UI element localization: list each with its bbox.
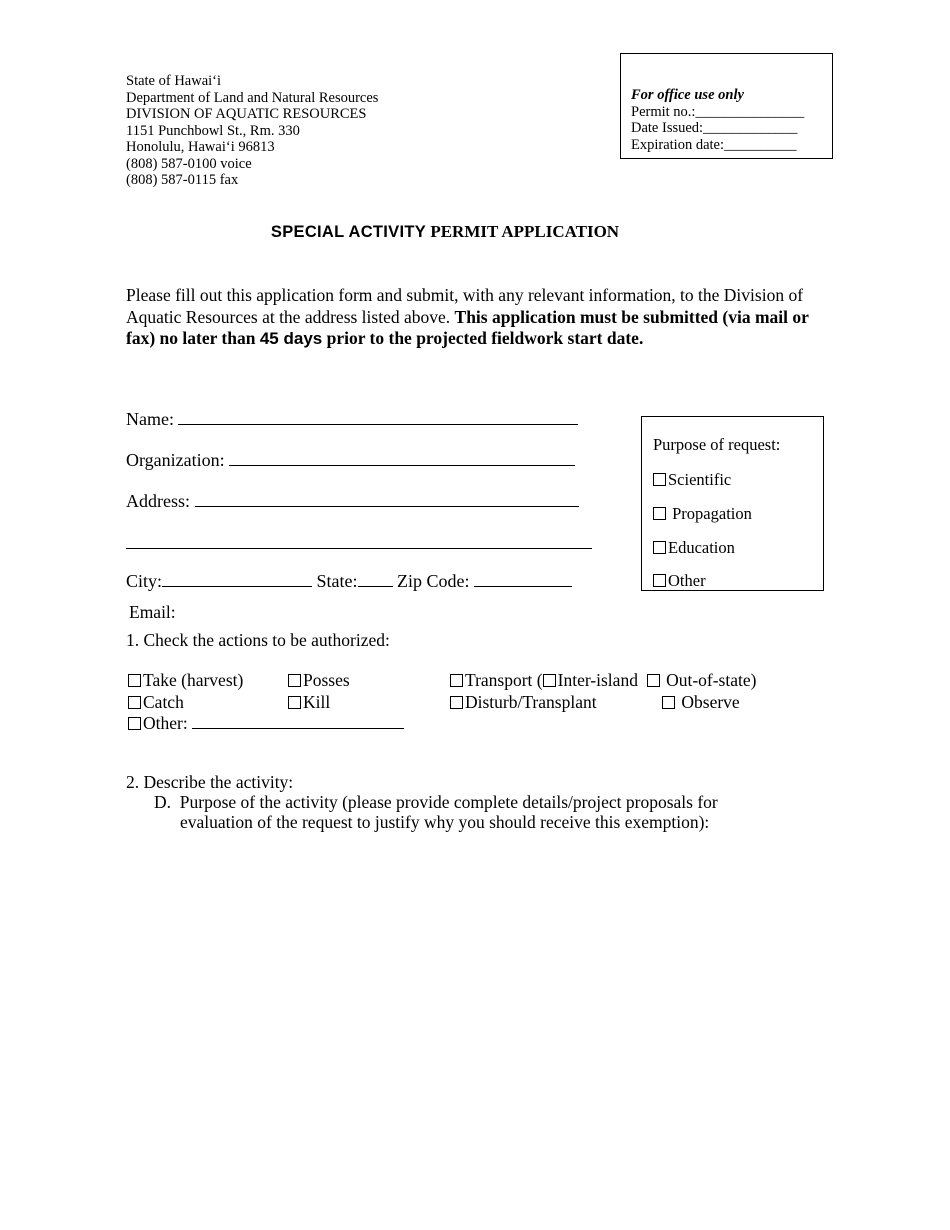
out-of-state-checkbox[interactable] [647,674,660,687]
name-label: Name: [126,409,174,429]
state-input[interactable] [358,570,393,587]
zip-input[interactable] [474,570,572,587]
address-input[interactable] [195,490,579,507]
action-catch[interactable] [128,692,184,713]
transport-label: Transport ( [465,670,543,690]
propagation-label: Propagation [672,504,752,523]
take-checkbox[interactable] [128,674,141,687]
agency-line: 1151 Punchbowl St., Rm. 330 [126,122,300,139]
intro-bold-2: prior to the projected fieldwork start date. [322,328,644,348]
action-posses[interactable] [288,670,350,691]
out-of-state-label: Out-of-state) [666,670,757,690]
action-disturb[interactable] [450,692,597,713]
city-label: City: [126,571,163,591]
item-line-2: evaluation of the request to justify why you should receive this exemption): [180,812,710,832]
disturb-checkbox[interactable] [450,696,463,709]
kill-label: Kill [303,692,331,712]
observe-label: Observe [681,692,740,712]
catch-checkbox[interactable] [128,696,141,709]
action-take[interactable] [128,670,243,691]
actions-heading: 1. Check the actions to be authorized: [126,630,390,650]
other-action-checkbox[interactable] [128,717,141,730]
action-kill[interactable] [288,692,330,713]
purpose-option-other[interactable] [653,571,706,591]
zip-label: Zip Code: [397,571,470,591]
action-observe[interactable] [662,692,740,713]
transport-checkbox[interactable] [450,674,463,687]
organization-input[interactable] [229,449,575,466]
email-row [129,602,176,623]
title-part-2: PERMIT APPLICATION [430,222,620,241]
propagation-checkbox[interactable] [653,507,666,520]
agency-line: (808) 587-0115 fax [126,172,239,188]
describe-heading: 2. Describe the activity: [126,772,294,792]
describe-item-d-cont [180,812,709,833]
address-line-2-row [126,532,592,554]
office-use-heading: For office use only [631,87,744,103]
purpose-option-education[interactable] [653,538,735,558]
other-action-input[interactable] [192,714,404,729]
item-letter: D. [154,792,172,812]
intro-paragraph [126,285,826,350]
purpose-option-propagation[interactable] [653,504,752,524]
posses-checkbox[interactable] [288,674,301,687]
agency-line: State of Hawai‘i [126,73,222,89]
education-label: Education [668,538,735,557]
action-transport[interactable] [450,670,756,691]
organization-label: Organization: [126,450,225,470]
purpose-title: Purpose of request: [653,435,781,454]
inter-island-checkbox[interactable] [543,674,556,687]
agency-line: (808) 587-0100 voice [126,155,252,172]
address-line-2-input[interactable] [126,532,592,549]
other-action-label: Other: [143,713,188,733]
city-input[interactable] [162,570,312,587]
other-purpose-label: Other [668,571,706,590]
describe-item-d [154,792,718,813]
purpose-box [641,416,824,591]
kill-checkbox[interactable] [288,696,301,709]
name-row [126,408,578,430]
posses-label: Posses [303,670,350,690]
purpose-option-scientific[interactable] [653,470,731,490]
expiration-date-field[interactable]: Expiration date:__________ [631,136,797,153]
scientific-label: Scientific [668,470,732,489]
take-label: Take (harvest) [143,670,244,690]
address-row [126,490,579,512]
office-use-box [620,53,833,159]
agency-line: Department of Land and Natural Resources [126,89,379,106]
education-checkbox[interactable] [653,541,666,554]
observe-checkbox[interactable] [662,696,675,709]
page-title [0,222,890,242]
title-part-1: SPECIAL ACTIVITY [270,223,427,241]
date-issued-field[interactable]: Date Issued:_____________ [631,120,798,136]
scientific-checkbox[interactable] [653,473,666,486]
item-line-1: Purpose of the activity (please provide complete details/project proposals for [179,792,718,812]
intro-days: 45 days [259,329,323,348]
address-label: Address: [126,491,190,511]
action-other[interactable] [128,713,404,734]
city-state-zip-row [126,570,572,592]
agency-line: Honolulu, Hawai‘i 96813 [126,139,275,155]
intro-bold-1: This application must be submitted (via mail or fax) no later than [126,306,809,348]
intro-text: Please fill out this application form and submit, with any relevant information, to the Division of Aquatic Resources at the address listed above. [126,285,804,327]
state-label: State: [316,571,358,591]
disturb-label: Disturb/Transplant [465,692,597,712]
catch-label: Catch [143,692,184,712]
other-purpose-checkbox[interactable] [653,574,666,587]
permit-no-field[interactable]: Permit no.:_______________ [631,103,805,120]
inter-island-label: Inter-island [557,670,638,690]
agency-address [126,73,378,189]
name-input[interactable] [178,408,578,425]
email-label: Email: [129,602,176,622]
agency-line: DIVISION OF AQUATIC RESOURCES [126,106,367,122]
organization-row [126,449,575,471]
